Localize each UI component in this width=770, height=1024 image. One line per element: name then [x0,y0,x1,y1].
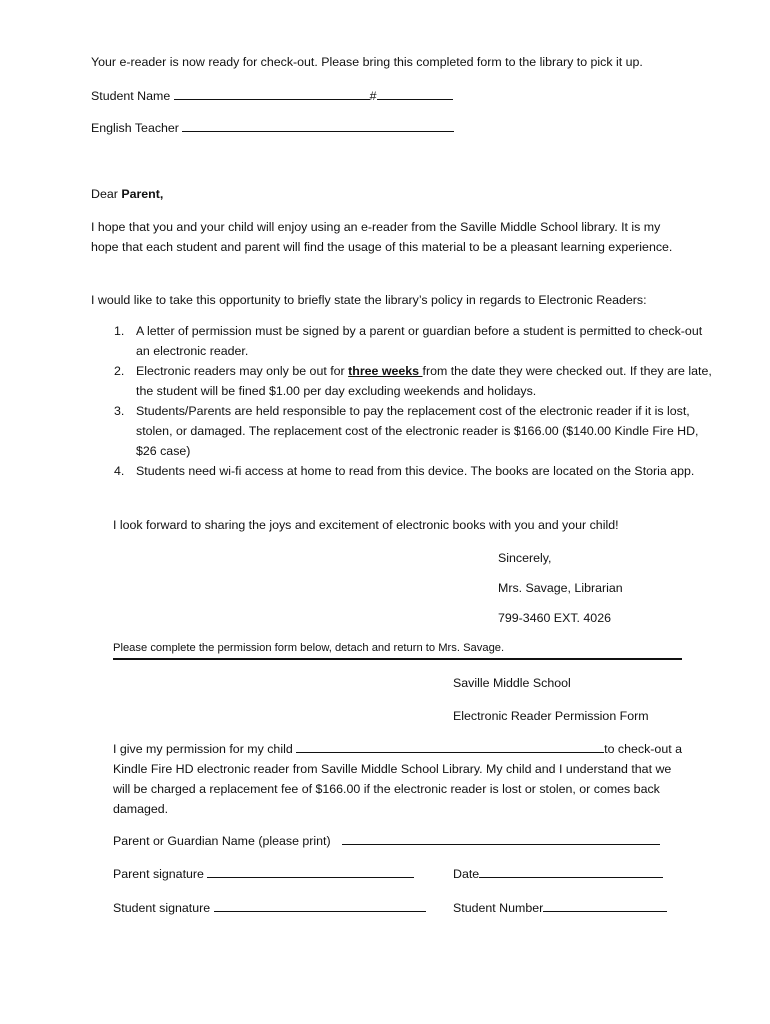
date-row [453,864,663,884]
student-number-row [453,898,667,918]
policy-item-text: Students/Parents are held responsible to pay the replacement cost of the electronic reader if it is lost, stolen, or damaged. The replacement cost of the electronic reader is $166.00 ($140.00 Kindle Fire HD, $26 case) [136,404,699,458]
english-teacher-field[interactable] [182,118,454,132]
policy-item-text-after: from the date they were checked out. If they are late, the student will be fined $1.00 per day excluding weekends and holidays. [136,364,712,398]
parent-signature-label: Parent signature [113,867,204,881]
guardian-name-label: Parent or Guardian Name (please print) [113,834,331,848]
student-number-hash-label: # [369,89,377,103]
policy-item-number: 3. [114,404,125,418]
student-number-form-field[interactable] [543,898,667,912]
greeting [91,184,163,204]
student-signature-row [113,898,426,918]
form-title: Electronic Reader Permission Form [453,709,649,723]
student-name-field[interactable] [174,86,370,100]
policy-item-number: 4. [114,464,125,478]
policy-item [114,461,716,481]
date-label: Date [453,867,480,881]
policy-item [114,401,716,461]
policy-item-text: A letter of permission must be signed by a parent or guardian before a student is permitted to check-out an electronic reader. [136,324,703,358]
policy-item-text-before: Electronic readers may only be out for [136,364,349,378]
permission-paragraph [113,739,688,819]
parent-signature-row [113,864,414,884]
date-field[interactable] [479,864,663,878]
letter-paragraph-1: I hope that you and your child will enjoy using an e-reader from the Saville Middle School library. It is my hope that each student and parent will find the usage of this material to be a pleasant learning experience. [91,220,673,254]
sincerely-text: Sincerely, [498,551,552,565]
english-teacher-row [91,118,454,138]
student-name-row [91,86,453,106]
permission-text-start: I give my permission for my child [113,742,297,756]
policy-item [114,321,716,361]
student-signature-label: Student signature [113,901,211,915]
school-name: Saville Middle School [453,676,571,690]
student-name-label: Student Name [91,89,171,103]
student-signature-field[interactable] [214,898,426,912]
signer-name: Mrs. Savage, Librarian [498,581,623,595]
detach-note: Please complete the permission form below, detach and return to Mrs. Savage. [113,642,505,654]
policy-item-number: 2. [114,364,125,378]
intro-text: Your e-reader is now ready for check-out. Please bring this completed form to the library to pick it up. [91,55,643,69]
student-number-field[interactable] [377,86,453,100]
greeting-name: Parent, [121,187,164,201]
guardian-name-field[interactable] [342,831,660,845]
policy-item-text: Students need wi-fi access at home to read from this device. The books are located on the Storia app. [136,464,695,478]
policy-item-number: 1. [114,324,125,338]
policy-list [91,321,716,481]
phone-number: 799-3460 EXT. 4026 [498,611,611,625]
permission-text-rest: to check-out a Kindle Fire HD electronic reader from Saville Middle School Library. My child and I understand that we will be charged a replacement fee of $166.00 if the electronic reader is lost or stolen, or comes back damaged. [113,742,682,816]
letter-paragraph-2: I would like to take this opportunity to briefly state the library’s policy in regards to Electronic Readers: [91,293,647,307]
guardian-name-row [113,831,660,851]
policy-emphasis: three weeks [348,364,423,378]
detach-divider [113,658,682,660]
policy-item [114,361,716,401]
parent-signature-field[interactable] [207,864,414,878]
greeting-prefix: Dear [91,187,122,201]
child-name-field[interactable] [296,739,604,753]
closing-paragraph: I look forward to sharing the joys and excitement of electronic books with you and your child! [113,518,619,532]
student-number-label: Student Number [453,901,544,915]
english-teacher-label: English Teacher [91,121,179,135]
